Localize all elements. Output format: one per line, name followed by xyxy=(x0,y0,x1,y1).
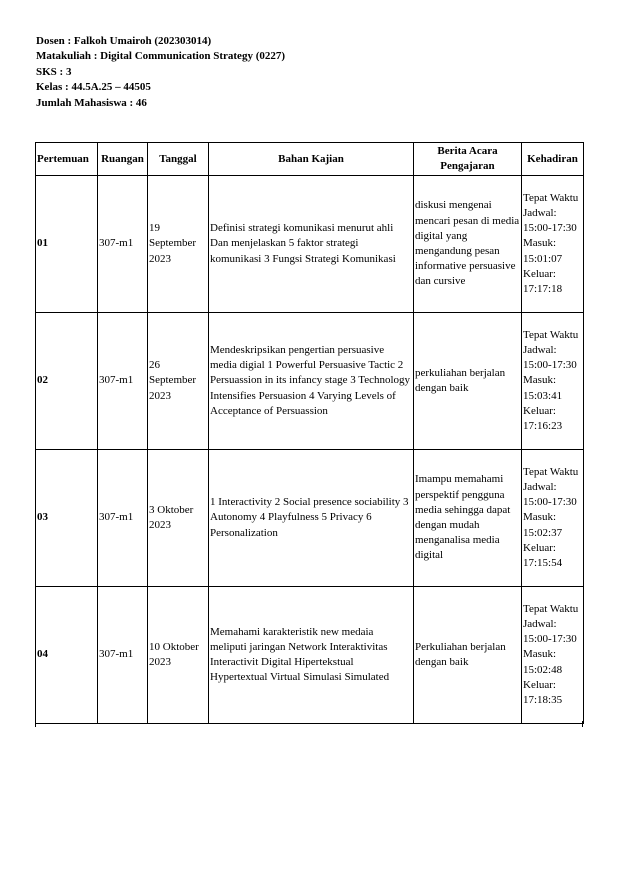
cell-berita-acara: Imampu memahami perspektif pengguna media sehingga dapat dengan mudah menganalisa media digital xyxy=(414,450,522,587)
header-pertemuan: Pertemuan xyxy=(36,143,98,176)
cell-berita-acara: Perkuliahan berjalan dengan baik xyxy=(414,587,522,724)
jumlah-mahasiswa-line: Jumlah Mahasiswa : 46 xyxy=(36,96,147,109)
cell-bahan-kajian: Mendeskripsikan pengertian persuasive media digial 1 Powerful Persuasive Tactic 2 Persuassion in its infancy stage 3 Technology Intensifies Persuasion 4 Varying Levels of Acceptance of Persuassion xyxy=(209,313,414,450)
cell-tanggal: 19 September 2023 xyxy=(148,176,209,313)
header-berita-acara: Berita Acara Pengajaran xyxy=(414,143,522,176)
kelas-line: Kelas : 44.5A.25 – 44505 xyxy=(36,81,151,94)
table-header-row xyxy=(36,143,584,176)
cell-pertemuan: 02 xyxy=(36,313,98,450)
table-row xyxy=(36,176,584,313)
table-row xyxy=(36,450,584,587)
cell-pertemuan: 04 xyxy=(36,587,98,724)
matakuliah-line: Matakuliah : Digital Communication Strategy (0227) xyxy=(36,50,286,63)
cell-ruangan: 307-m1 xyxy=(98,450,148,587)
cell-berita-acara: perkuliahan berjalan dengan baik xyxy=(414,313,522,450)
cell-berita-acara: diskusi mengenai mencari pesan di media digital yang mengandung pesan informative persuasive dan cursive xyxy=(414,176,522,313)
cell-tanggal: 3 Oktober 2023 xyxy=(148,450,209,587)
cell-tanggal: 10 Oktober 2023 xyxy=(148,587,209,724)
cell-kehadiran: Tepat Waktu Jadwal: 15:00-17:30 Masuk: 15:02:37 Keluar: 17:15:54 xyxy=(522,450,584,587)
cell-kehadiran: Tepat Waktu Jadwal: 15:00-17:30 Masuk: 15:02:48 Keluar: 17:18:35 xyxy=(522,587,584,724)
cell-bahan-kajian: Memahami karakteristik new medaia meliputi jaringan Network Interaktivitas Interactivit Digital Hipertekstual Hypertextual Virtual Simulasi Simulated xyxy=(209,587,414,724)
cell-ruangan: 307-m1 xyxy=(98,587,148,724)
header-ruangan: Ruangan xyxy=(98,143,148,176)
cell-pertemuan: 01 xyxy=(36,176,98,313)
table-row xyxy=(36,313,584,450)
header-bahan-kajian: Bahan Kajian xyxy=(209,143,414,176)
document-header xyxy=(36,34,285,111)
attendance-table xyxy=(35,142,584,724)
cell-pertemuan: 03 xyxy=(36,450,98,587)
cell-ruangan: 307-m1 xyxy=(98,176,148,313)
table-row xyxy=(36,587,584,724)
dosen-line: Dosen : Falkoh Umairoh (202303014) xyxy=(36,35,212,47)
header-kehadiran: Kehadiran xyxy=(522,143,584,176)
cell-kehadiran: Tepat Waktu Jadwal: 15:00-17:30 Masuk: 15:03:41 Keluar: 17:16:23 xyxy=(522,313,584,450)
cell-bahan-kajian: Definisi strategi komunikasi menurut ahli Dan menjelaskan 5 faktor strategi komunikasi 3 Fungsi Strategi Komunikasi xyxy=(209,176,414,313)
table-continuation xyxy=(35,721,583,727)
cell-tanggal: 26 September 2023 xyxy=(148,313,209,450)
sks-line: SKS : 3 xyxy=(36,65,72,78)
header-tanggal: Tanggal xyxy=(148,143,209,176)
cell-kehadiran: Tepat Waktu Jadwal: 15:00-17:30 Masuk: 15:01:07 Keluar: 17:17:18 xyxy=(522,176,584,313)
cell-bahan-kajian: 1 Interactivity 2 Social presence sociability 3 Autonomy 4 Playfulness 5 Privacy 6 Personalization xyxy=(209,450,414,587)
cell-ruangan: 307-m1 xyxy=(98,313,148,450)
